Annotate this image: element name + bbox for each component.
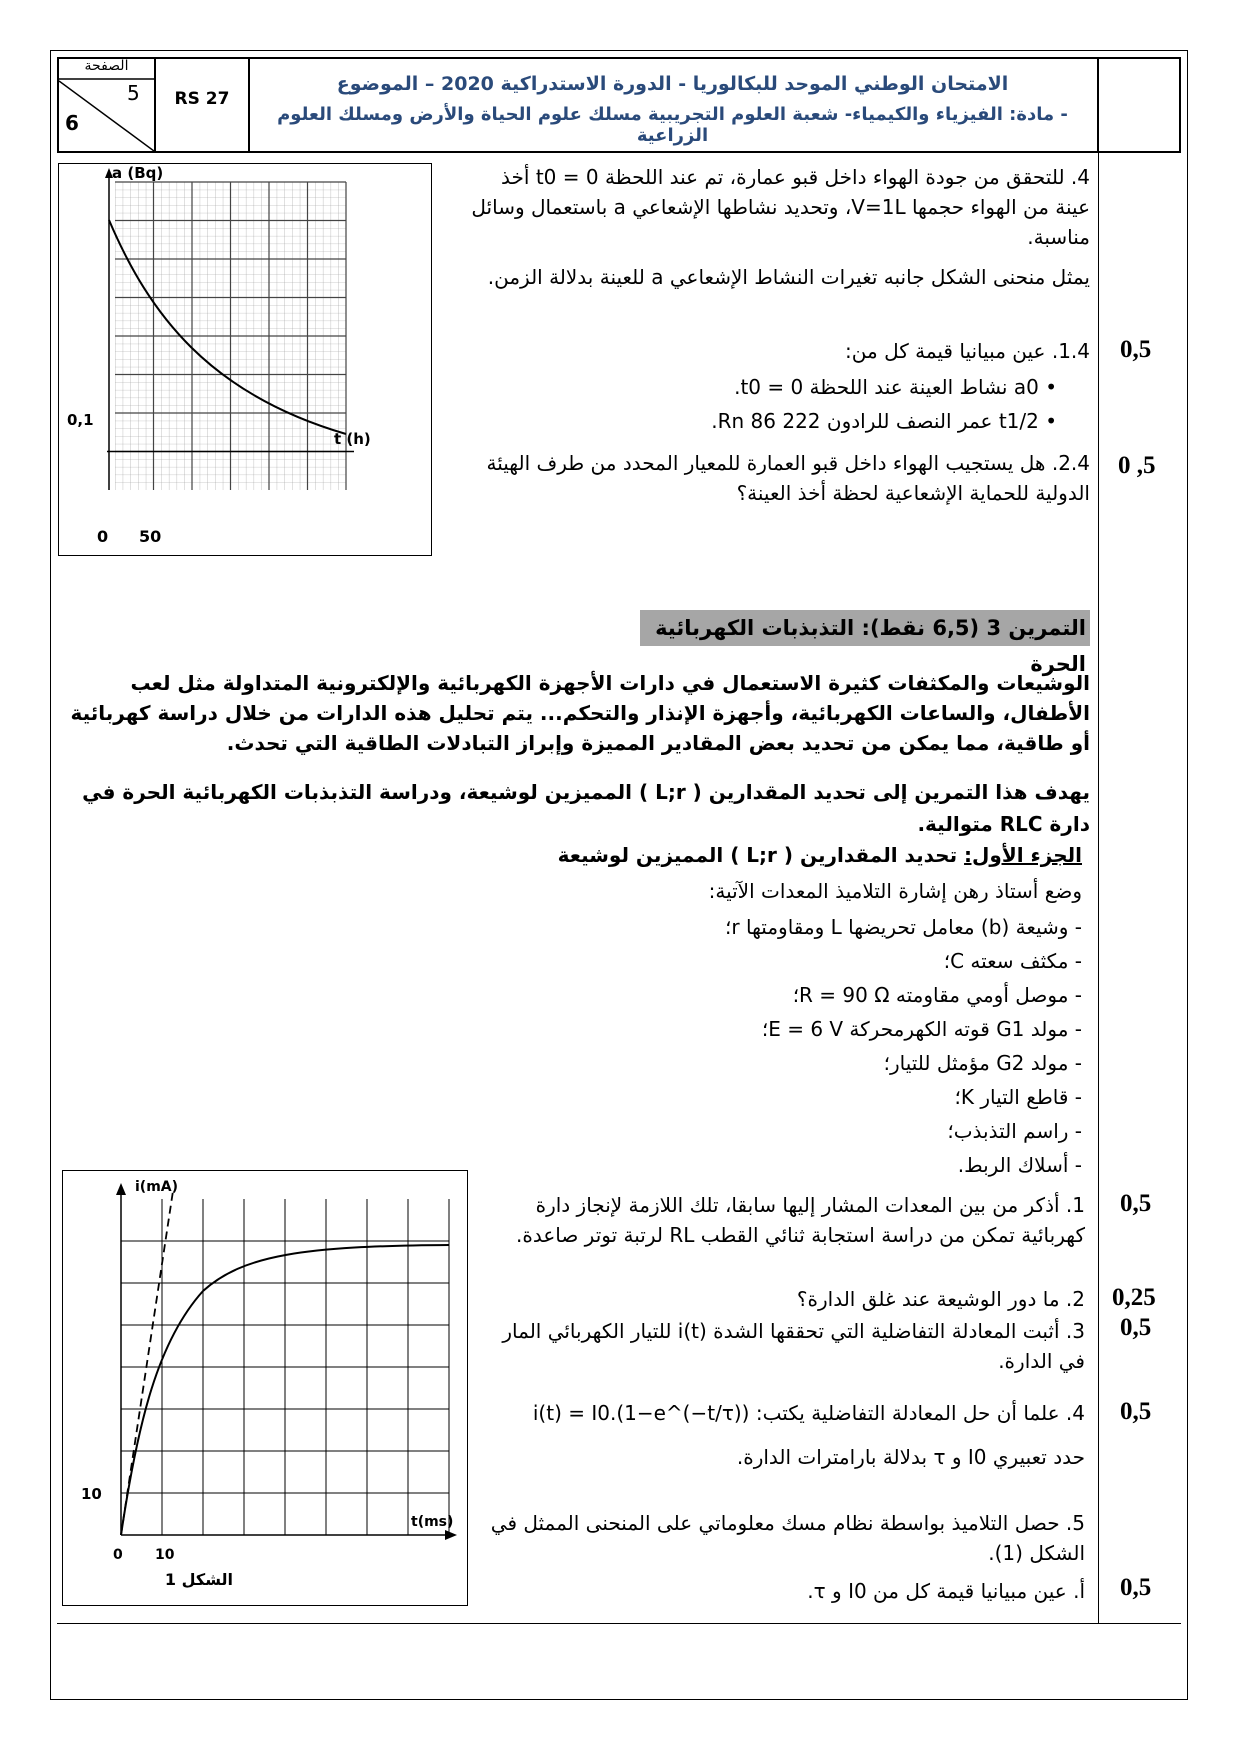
page-total: 6 xyxy=(65,111,79,135)
q4-1-bullet-a0: • a0 نشاط العينة عند اللحظة t0 = 0. xyxy=(734,375,1057,399)
question-4-task: حدد تعبيري I0 و τ بدلالة بارامترات الدارة. xyxy=(736,1445,1085,1469)
question-5a: أ. عين مبيانيا قيمة كل من I0 و τ. xyxy=(807,1579,1085,1603)
page-number-box xyxy=(59,59,156,151)
question-4: 4. علما أن حل المعادلة التفاضلية يكتب: i(t) = I0.(1−e^(−t/τ)) xyxy=(532,1401,1085,1425)
current-ytick: 10 xyxy=(81,1485,102,1503)
part1-label: الجزء الأول: xyxy=(964,843,1082,867)
score-question-4: 0,5 xyxy=(1120,1398,1152,1425)
score-question-1: 0,5 xyxy=(1120,1190,1152,1217)
current-x-arrow-icon xyxy=(445,1530,457,1540)
figure1-caption: الشكل 1 xyxy=(164,1570,233,1589)
question-5: 5. حصل التلاميذ بواسطة نظام مسك معلوماتي على المنحنى الممثل في الشكل (1). xyxy=(490,1511,1085,1565)
activity-ylabel: a (Bq) xyxy=(112,164,164,182)
q4-1-bullet-half-life-text: t1/2 عمر النصف للرادون 222 86 Rn. xyxy=(711,409,1039,433)
part1-title: تحديد المقدارين ( L;r ) المميزين لوشيعة xyxy=(557,843,958,867)
equipment-item-wires: - أسلاك الربط. xyxy=(957,1153,1082,1177)
activity-xlabel: t (h) xyxy=(334,430,371,448)
q4-paragraph-2: يمثل منحنى الشكل جانبه تغيرات النشاط الإشعاعي a للعينة بدلالة الزمن. xyxy=(487,265,1090,289)
current-xtick1: 10 xyxy=(155,1547,175,1563)
q4-1-bullet-a0-text: a0 نشاط العينة عند اللحظة t0 = 0. xyxy=(734,375,1039,399)
equipment-list xyxy=(462,910,1082,1182)
q4-paragraph: 4. للتحقق من جودة الهواء داخل قبو عمارة، تم عند اللحظة t0 = 0 أخذ عينة من الهواء حجمها V=1L، وتحديد نشاطها الإشعاعي a باستعمال وسائل مناسبة. xyxy=(471,165,1090,249)
exam-title-line1: الامتحان الوطني الموحد للبكالوريا - الدورة الاستدراكية 2020 – الموضوع xyxy=(336,73,1009,95)
equipment-intro: وضع أستاذ رهن إشارة التلاميذ المعدات الآتية: xyxy=(708,879,1082,903)
current-y-arrow-icon xyxy=(116,1183,126,1195)
current-graph xyxy=(63,1171,467,1605)
current-xtick0: 0 xyxy=(113,1547,123,1563)
exercise3-goal: يهدف هذا التمرين إلى تحديد المقدارين ( L;r ) المميزين لوشيعة، ودراسة التذبذبات الكهربائية الحرة في دارة RLC متوالية. xyxy=(82,780,1090,836)
q4-1: 1.4. عين مبيانيا قيمة كل من: xyxy=(845,339,1090,363)
score-question-2: 0,25 xyxy=(1112,1284,1156,1311)
exam-code-box xyxy=(156,59,250,151)
question-3: 3. أثبت المعادلة التفاضلية التي تحققها الشدة i(t) للتيار الكهربائي المار في الدارة. xyxy=(502,1319,1085,1373)
activity-graph xyxy=(59,164,431,555)
equipment-item-coil: - وشيعة (b) معامل تحريضها L ومقاومتها r؛ xyxy=(725,915,1082,939)
current-grid xyxy=(121,1199,449,1535)
activity-xtick0: 0 xyxy=(97,527,109,546)
exam-title-line2: - مادة: الفيزياء والكيمياء- شعبة العلوم التجريبية مسلك علوم الحياة والأرض ومسلك العلوم الزراعية xyxy=(277,104,1068,146)
current-graph-frame xyxy=(62,1170,468,1606)
page-current: 5 xyxy=(127,81,140,105)
score-question-3: 0,5 xyxy=(1120,1314,1152,1341)
exam-code: RS 27 xyxy=(174,89,230,109)
bottom-rule xyxy=(57,1623,1181,1624)
equipment-item-switch: - قاطع التيار K؛ xyxy=(954,1085,1082,1109)
score-question-5a: 0,5 xyxy=(1120,1574,1152,1601)
q4-1-bullet-half-life: • t1/2 عمر النصف للرادون 222 86 Rn. xyxy=(711,409,1057,433)
activity-ytick: 0,1 xyxy=(67,411,94,429)
question-2: 2. ما دور الوشيعة عند غلق الدارة؟ xyxy=(796,1287,1085,1311)
exam-header xyxy=(57,57,1181,153)
equipment-item-generator-g2: - مولد G2 مؤمثل للتيار؛ xyxy=(883,1051,1082,1075)
part1-heading xyxy=(462,840,1082,870)
equipment-item-capacitor: - مكثف سعته C؛ xyxy=(943,949,1082,973)
exercise3-intro: الوشيعات والمكثفات كثيرة الاستعمال في دارات الأجهزة الكهربائية والإلكترونية المتداولة مثل لعب الأطفال، والساعات الكهربائية، وأجهزة الإنذار والتحكم... يتم تحليل هذه الدارات من خلال دراسة كهربائية أو طاقية، مما يمكن من تحديد بعض المقادير المميزة وإبراز التبادلات الطاقية التي تحدث. xyxy=(70,671,1090,755)
score-q4-2: 0 ,5 xyxy=(1118,452,1156,479)
page-label: الصفحة xyxy=(84,58,129,74)
exam-title-box xyxy=(250,59,1099,151)
equipment-item-oscilloscope: - راسم التذبذب؛ xyxy=(947,1119,1082,1143)
activity-xtick1: 50 xyxy=(139,527,162,546)
current-xlabel: t(ms) xyxy=(411,1514,454,1530)
score-column-divider xyxy=(1098,153,1099,1623)
equipment-item-resistor: - موصل أومي مقاومته R = 90 Ω؛ xyxy=(792,983,1082,1007)
exercise3-title: التمرين 3 (6,5 نقط): التذبذبات الكهربائية الحرة xyxy=(640,610,1090,646)
current-ylabel: i(mA) xyxy=(135,1179,179,1195)
equipment-item-generator-g1: - مولد G1 قوته الكهرمحركة E = 6 V؛ xyxy=(761,1017,1082,1041)
score-q4-1: 0,5 xyxy=(1120,336,1152,363)
q4-2: 2.4. هل يستجيب الهواء داخل قبو العمارة للمعيار المحدد من طرف الهيئة الدولية للحماية الإشعاعية لحظة أخذ العينة؟ xyxy=(486,451,1090,505)
activity-graph-frame xyxy=(58,163,432,556)
question-1: 1. أذكر من بين المعدات المشار إليها سابقا، تلك اللازمة لإنجاز دارة كهربائية تمكن من دراسة استجابة ثنائي القطب RL لرتبة توتر صاعدة. xyxy=(515,1193,1085,1247)
